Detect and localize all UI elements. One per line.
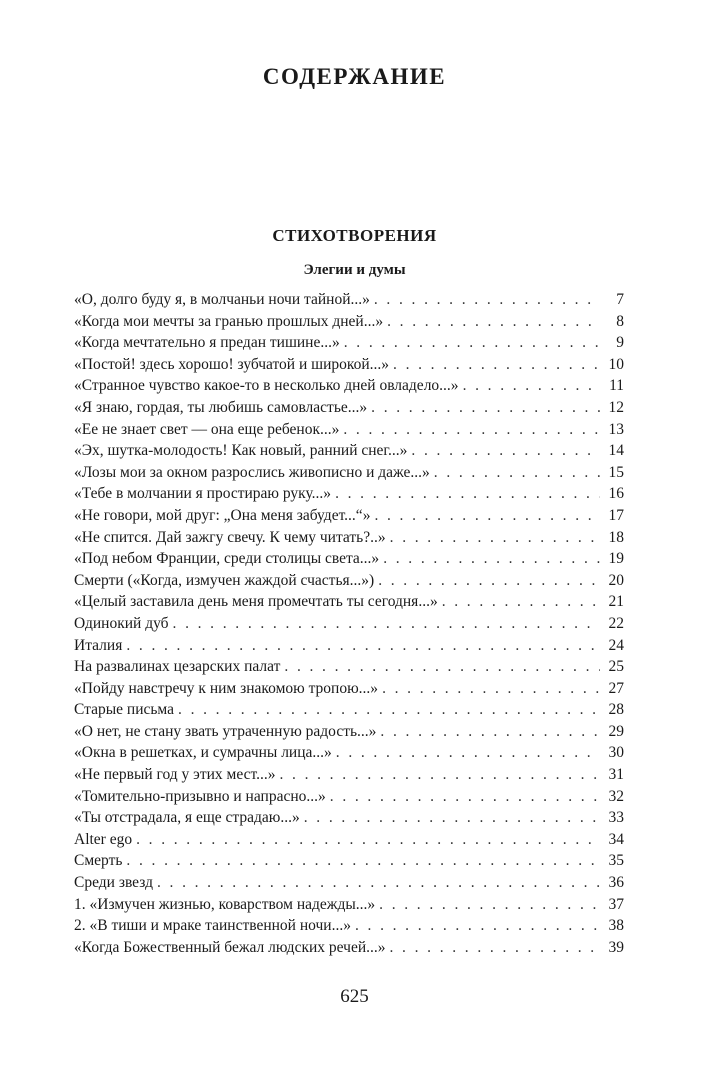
toc-entry-title: «Лозы мои за окном разрослись живописно и даже...» <box>74 463 430 481</box>
toc-entry-page: 29 <box>608 722 624 740</box>
dot-leader <box>136 829 600 851</box>
dot-leader <box>387 311 600 333</box>
toc-entry-title: 2. «В тиши и мраке таинственной ночи...» <box>74 917 351 935</box>
dot-leader <box>382 678 600 700</box>
toc-entry-title: Alter ego <box>74 830 133 848</box>
toc-entry-page: 19 <box>608 550 624 568</box>
toc-entry <box>74 375 624 397</box>
toc-entry <box>74 311 624 333</box>
toc-entry <box>74 332 624 354</box>
toc-entry <box>74 462 624 484</box>
toc-entry-title: «Я знаю, гордая, ты любишь самовластье...» <box>74 398 368 416</box>
toc-entry <box>74 829 624 851</box>
toc-entry-title: Одинокий дуб <box>74 614 169 632</box>
toc-entry-title: «Когда мечтательно я предан тишине...» <box>74 334 340 352</box>
toc-entry-page: 32 <box>608 787 624 805</box>
toc-list <box>74 289 624 958</box>
toc-entry-title: «Когда мои мечты за гранью прошлых дней...» <box>74 312 384 330</box>
dot-leader <box>411 440 600 462</box>
toc-entry <box>74 894 624 916</box>
toc-entry <box>74 742 624 764</box>
toc-entry <box>74 699 624 721</box>
toc-entry-page: 38 <box>608 917 624 935</box>
dot-leader <box>434 462 600 484</box>
toc-entry-title: Италия <box>74 636 123 654</box>
toc-entry-page: 12 <box>608 398 624 416</box>
dot-leader <box>126 635 600 657</box>
toc-entry-page: 24 <box>608 636 624 654</box>
toc-entry <box>74 786 624 808</box>
toc-entry-title: «Странное чувство какое-то в несколько дней овладело...» <box>74 377 459 395</box>
toc-entry-page: 34 <box>608 830 624 848</box>
dot-leader <box>335 483 600 505</box>
toc-entry-title: Смерти («Когда, измучен жаждой счастья...») <box>74 571 375 589</box>
toc-entry-page: 36 <box>608 874 624 892</box>
toc-entry-title: «Тебе в молчании я простираю руку...» <box>74 485 332 503</box>
toc-entry-title: «Не говори, мой друг: „Она меня забудет...“» <box>74 506 371 524</box>
toc-entry-title: «Не спится. Дай зажгу свечу. К чему читать?..» <box>74 528 386 546</box>
toc-entry-title: «Под небом Франции, среди столицы света...» <box>74 550 380 568</box>
toc-entry <box>74 915 624 937</box>
dot-leader <box>374 505 600 527</box>
toc-entry-title: «Не первый год у этих мест...» <box>74 766 276 784</box>
toc-entry-title: На развалинах цезарских палат <box>74 658 281 676</box>
toc-entry-title: «Когда Божественный бежал людских речей...» <box>74 938 386 956</box>
toc-entry <box>74 678 624 700</box>
dot-leader <box>343 419 600 441</box>
toc-entry <box>74 721 624 743</box>
dot-leader <box>157 872 600 894</box>
dot-leader <box>393 354 600 376</box>
dot-leader <box>284 656 600 678</box>
toc-entry <box>74 850 624 872</box>
toc-entry-page: 11 <box>609 377 624 395</box>
toc-entry-page: 22 <box>608 614 624 632</box>
toc-entry-page: 30 <box>608 744 624 762</box>
toc-entry-title: «Целый заставила день меня промечтать ты сегодня...» <box>74 593 438 611</box>
toc-entry <box>74 289 624 311</box>
toc-entry-page: 9 <box>616 334 624 352</box>
toc-entry-title: «Окна в решетках, и сумрачны лица...» <box>74 744 332 762</box>
toc-entry-page: 8 <box>616 312 624 330</box>
toc-entry-page: 39 <box>608 938 624 956</box>
dot-leader <box>383 548 600 570</box>
toc-entry-page: 17 <box>608 506 624 524</box>
toc-entry <box>74 354 624 376</box>
toc-entry-title: «Томительно-призывно и напрасно...» <box>74 787 326 805</box>
toc-entry-page: 31 <box>608 766 624 784</box>
section-heading: СТИХОТВОРЕНИЯ <box>272 226 437 245</box>
toc-entry-title: «Эх, шутка-молодость! Как новый, ранний снег...» <box>74 442 408 460</box>
toc-entry <box>74 419 624 441</box>
toc-entry-title: «Постой! здесь хорошо! зубчатой и широкой...» <box>74 355 390 373</box>
toc-entry-title: Старые письма <box>74 701 175 719</box>
dot-leader <box>379 894 600 916</box>
toc-entry <box>74 937 624 959</box>
dot-leader <box>344 332 600 354</box>
toc-entry-page: 27 <box>608 679 624 697</box>
toc-entry <box>74 527 624 549</box>
toc-entry <box>74 807 624 829</box>
toc-entry-page: 16 <box>608 485 624 503</box>
toc-entry-page: 18 <box>608 528 624 546</box>
dot-leader <box>378 570 600 592</box>
toc-entry <box>74 591 624 613</box>
toc-entry <box>74 505 624 527</box>
dot-leader <box>304 807 600 829</box>
toc-entry-page: 13 <box>608 420 624 438</box>
dot-leader <box>279 764 600 786</box>
subsection-heading: Элегии и думы <box>303 262 406 278</box>
dot-leader <box>390 527 600 549</box>
toc-entry-title: 1. «Измучен жизнью, коварством надежды...» <box>74 895 376 913</box>
toc-entry-title: Среди звезд <box>74 874 153 892</box>
page-number: 625 <box>340 986 369 1007</box>
toc-entry-title: Смерть <box>74 852 123 870</box>
dot-leader <box>380 721 600 743</box>
dot-leader <box>330 786 600 808</box>
toc-entry <box>74 872 624 894</box>
toc-entry <box>74 548 624 570</box>
dot-leader <box>336 742 600 764</box>
toc-entry-title: «О, долго буду я, в молчаньи ночи тайной...» <box>74 291 370 308</box>
toc-entry-page: 20 <box>608 571 624 589</box>
dot-leader <box>126 850 600 872</box>
dot-leader <box>355 915 600 937</box>
toc-entry <box>74 656 624 678</box>
toc-entry <box>74 635 624 657</box>
dot-leader <box>463 375 600 397</box>
toc-entry-page: 37 <box>608 895 624 913</box>
toc-entry <box>74 613 624 635</box>
toc-entry-page: 10 <box>608 355 624 373</box>
toc-entry-page: 21 <box>608 593 624 611</box>
toc-entry-page: 14 <box>608 442 624 460</box>
toc-entry <box>74 483 624 505</box>
dot-leader <box>178 699 600 721</box>
toc-entry-title: «Ее не знает свет — она еще ребенок...» <box>74 420 340 438</box>
toc-entry-page: 15 <box>608 463 624 481</box>
toc-entry-title: «Ты отстрадала, я еще страдаю...» <box>74 809 300 827</box>
toc-entry-page: 28 <box>608 701 624 719</box>
toc-entry <box>74 570 624 592</box>
toc-entry-title: «Пойду навстречу к ним знакомою тропою...» <box>74 679 379 697</box>
toc-entry <box>74 397 624 419</box>
page-title: СОДЕРЖАНИЕ <box>262 64 447 89</box>
toc-entry-page: 7 <box>616 291 624 308</box>
dot-leader <box>173 613 600 635</box>
dot-leader <box>371 397 600 419</box>
dot-leader <box>442 591 600 613</box>
toc-entry-page: 33 <box>608 809 624 827</box>
toc-entry-page: 25 <box>608 658 624 676</box>
toc-entry <box>74 440 624 462</box>
dot-leader <box>374 289 600 311</box>
dot-leader <box>390 937 601 959</box>
toc-entry-page: 35 <box>608 852 624 870</box>
toc-entry <box>74 764 624 786</box>
toc-entry-title: «О нет, не стану звать утраченную радость...» <box>74 722 377 740</box>
